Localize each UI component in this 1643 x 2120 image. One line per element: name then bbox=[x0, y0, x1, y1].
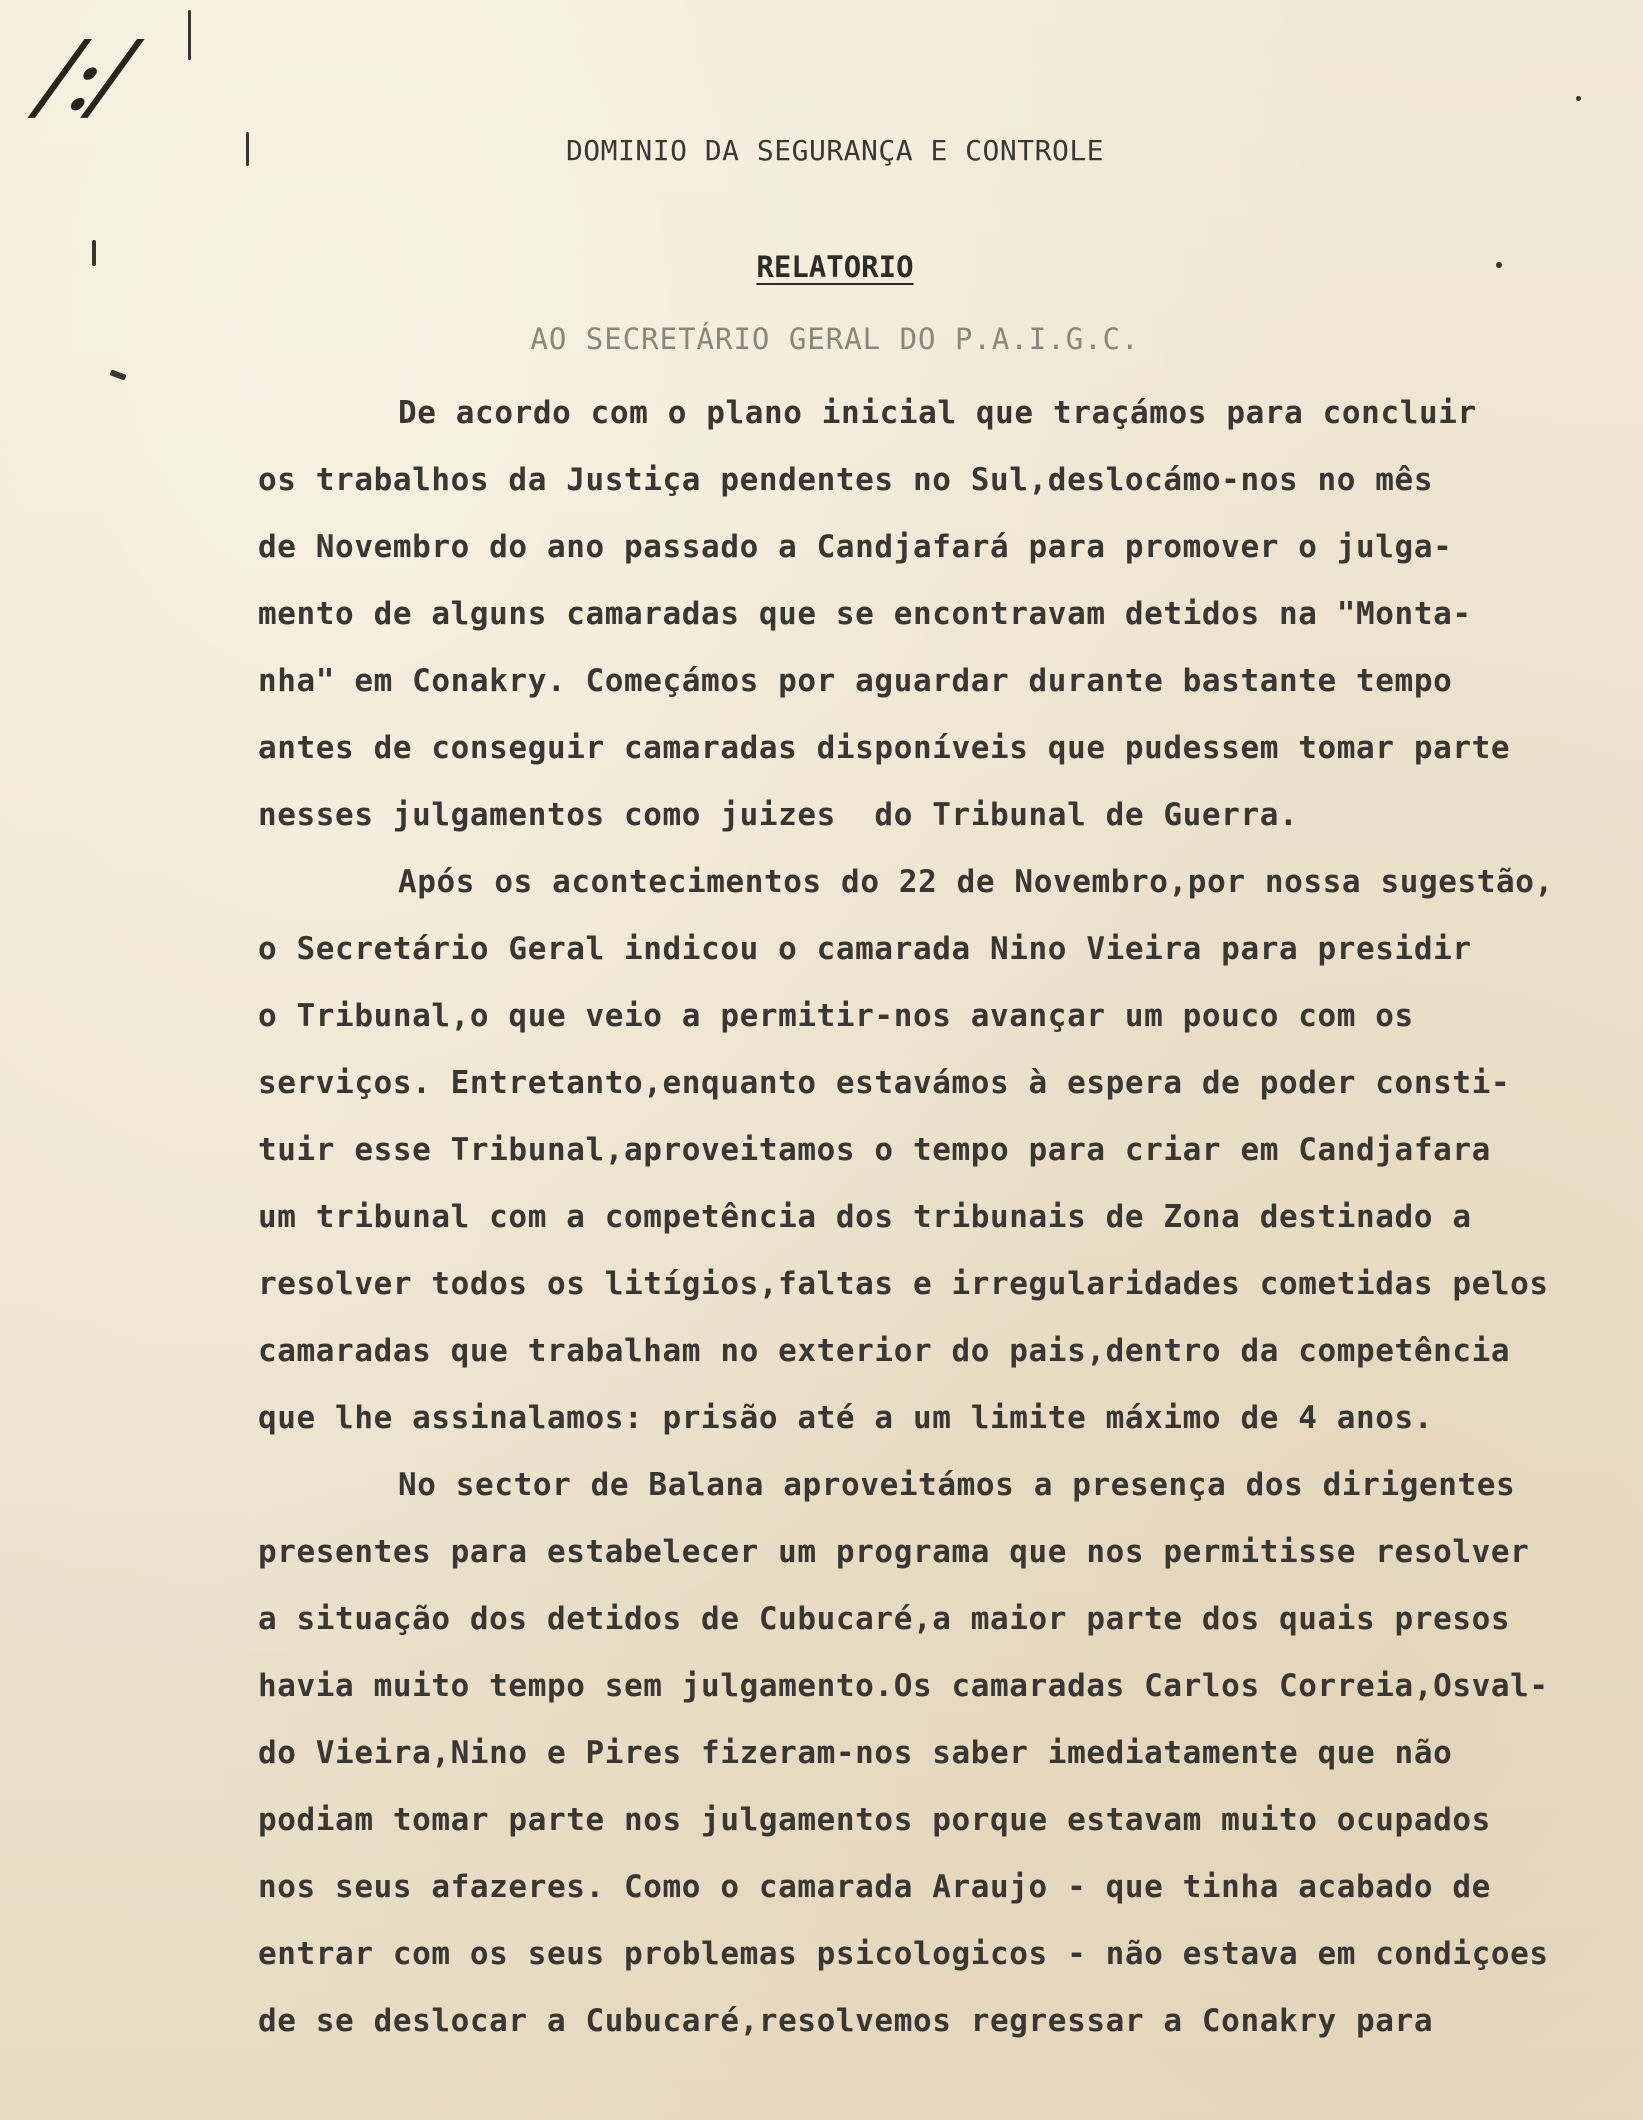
text-line: De acordo com o plano inicial que traçámos para concluir bbox=[398, 395, 1477, 431]
text-line: do Vieira,Nino e Pires fizeram-nos saber imediatamente que não bbox=[258, 1735, 1453, 1771]
text-line: resolver todos os litígios,faltas e irregularidades cometidas pelos bbox=[258, 1266, 1549, 1302]
text-line: entrar com os seus problemas psicologicos - não estava em condiçoes bbox=[258, 1936, 1549, 1972]
paragraph bbox=[258, 1452, 1618, 2055]
text-line: nesses julgamentos como juizes do Tribunal de Guerra. bbox=[258, 797, 1299, 833]
text-line: a situação dos detidos de Cubucaré,a maior parte dos quais presos bbox=[258, 1601, 1511, 1637]
report-title: RELATORIO bbox=[756, 250, 914, 284]
text-line: podiam tomar parte nos julgamentos porque estavam muito ocupados bbox=[258, 1802, 1491, 1838]
ink-speck bbox=[1576, 96, 1581, 101]
text-line: o Tribunal,o que veio a permitir-nos avançar um pouco com os bbox=[258, 998, 1414, 1034]
text-line: nos seus afazeres. Como o camarada Araujo - que tinha acabado de bbox=[258, 1869, 1491, 1905]
text-line: camaradas que trabalham no exterior do pais,dentro da competência bbox=[258, 1333, 1511, 1369]
text-line: mento de alguns camaradas que se encontravam detidos na "Monta- bbox=[258, 596, 1472, 632]
text-line: de se deslocar a Cubucaré,resolvemos regressar a Conakry para bbox=[258, 2003, 1434, 2039]
document-body bbox=[258, 380, 1618, 2055]
text-line: que lhe assinalamos: prisão até a um limite máximo de 4 anos. bbox=[258, 1400, 1434, 1436]
text-line: havia muito tempo sem julgamento.Os camaradas Carlos Correia,Osval- bbox=[258, 1668, 1549, 1704]
text-line: os trabalhos da Justiça pendentes no Sul,deslocámo-nos no mês bbox=[258, 462, 1434, 498]
addressee-line: AO SECRETÁRIO GERAL DO P.A.I.G.C. bbox=[530, 322, 1140, 356]
paragraph bbox=[258, 380, 1618, 849]
text-line: o Secretário Geral indicou o camarada Nino Vieira para presidir bbox=[258, 931, 1472, 967]
text-line: de Novembro do ano passado a Candjafará para promover o julga- bbox=[258, 529, 1453, 565]
text-line: presentes para estabelecer um programa que nos permitisse resolver bbox=[258, 1534, 1530, 1570]
text-line: antes de conseguir camaradas disponíveis que pudessem tomar parte bbox=[258, 730, 1511, 766]
text-line: um tribunal com a competência dos tribunais de Zona destinado a bbox=[258, 1199, 1472, 1235]
handwritten-folio-mark: /:/ bbox=[32, 20, 135, 132]
pencil-tick-mark bbox=[109, 369, 126, 380]
paragraph bbox=[258, 849, 1618, 1452]
document-heading: DOMINIO DA SEGURANÇA E CONTROLE bbox=[565, 134, 1105, 167]
pencil-tick-mark bbox=[188, 10, 191, 60]
text-line: nha" em Conakry. Começámos por aguardar durante bastante tempo bbox=[258, 663, 1453, 699]
text-line: No sector de Balana aproveitámos a presença dos dirigentes bbox=[398, 1467, 1516, 1503]
text-line: tuir esse Tribunal,aproveitamos o tempo para criar em Candjafara bbox=[258, 1132, 1491, 1168]
text-line: Após os acontecimentos do 22 de Novembro,por nossa sugestão, bbox=[398, 864, 1554, 900]
text-line: serviços. Entretanto,enquanto estavámos à espera de poder consti- bbox=[258, 1065, 1511, 1101]
